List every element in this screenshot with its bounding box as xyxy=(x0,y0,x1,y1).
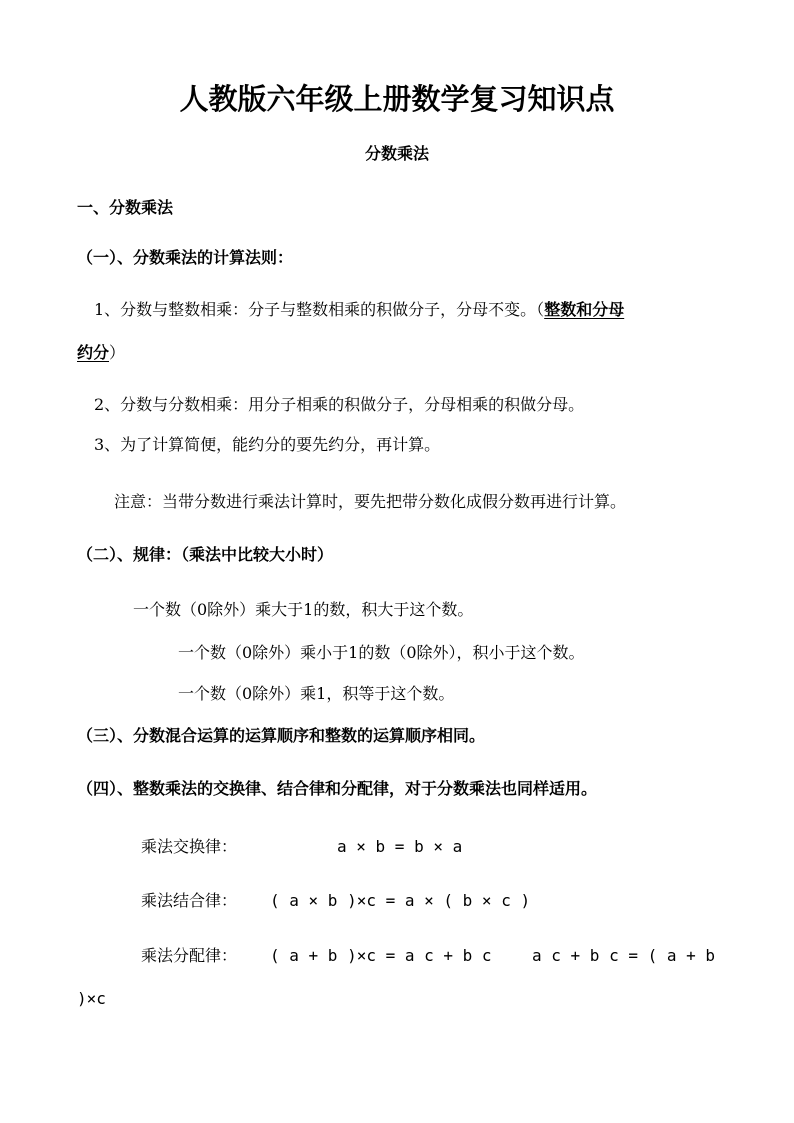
patterns-heading-paren: （乘法中比较大小时） xyxy=(181,545,334,564)
section-heading-fraction-multiplication: 一、分数乘法 xyxy=(77,198,174,217)
rule-1-close-paren: ） xyxy=(109,343,126,362)
subsection-heading-laws: （四）、整数乘法的交换律、结合律和分配律，对于分数乘法也同样适用。 xyxy=(77,779,598,798)
patterns-heading-text: （二）、规律： xyxy=(77,545,182,564)
distributive-formula-2: a c + b c = ( a + b xyxy=(532,946,716,965)
distributive-formula-1: ( a + b )×c = a c + b c xyxy=(270,946,492,965)
subsection-heading-patterns xyxy=(77,545,333,565)
rule-1-text: 1、分数与整数相乘：分子与整数相乘的积做分子，分母不变。（ xyxy=(94,300,545,319)
rule-1-continuation xyxy=(77,343,125,363)
document-subtitle: 分数乘法 xyxy=(364,144,429,163)
note-mixed-numbers: 注意：当带分数进行乘法计算时，要先把带分数化成假分数再进行计算。 xyxy=(114,492,627,511)
document-title: 人教版六年级上册数学复习知识点 xyxy=(179,82,615,116)
pattern-equal-one: 一个数（0除外）乘1，积等于这个数。 xyxy=(178,684,455,703)
rule-1-line xyxy=(94,300,624,320)
pattern-greater-than-one: 一个数（0除外）乘大于1的数，积大于这个数。 xyxy=(133,600,474,619)
rule-1-emphasis-cont: 约分 xyxy=(77,343,110,362)
distributive-formula-2-end: )×c xyxy=(77,989,106,1008)
associative-label: 乘法结合律： xyxy=(141,891,238,910)
associative-formula: ( a × b )×c = a × ( b × c ) xyxy=(270,891,531,910)
commutative-label: 乘法交换律： xyxy=(141,837,238,856)
commutative-formula: a × b = b × a xyxy=(337,837,463,856)
rule-1-emphasis: 整数和分母 xyxy=(544,300,625,319)
pattern-less-than-one: 一个数（0除外）乘小于1的数（0除外），积小于这个数。 xyxy=(178,643,585,662)
subsection-heading-calc-rules: （一）、分数乘法的计算法则： xyxy=(77,248,294,267)
distributive-label: 乘法分配律： xyxy=(141,946,238,965)
subsection-heading-mixed-operations: （三）、分数混合运算的运算顺序和整数的运算顺序相同。 xyxy=(77,726,486,745)
rule-2: 2、分数与分数相乘：用分子相乘的积做分子，分母相乘的积做分母。 xyxy=(94,395,585,414)
rule-3: 3、为了计算简便，能约分的要先约分，再计算。 xyxy=(94,435,441,454)
